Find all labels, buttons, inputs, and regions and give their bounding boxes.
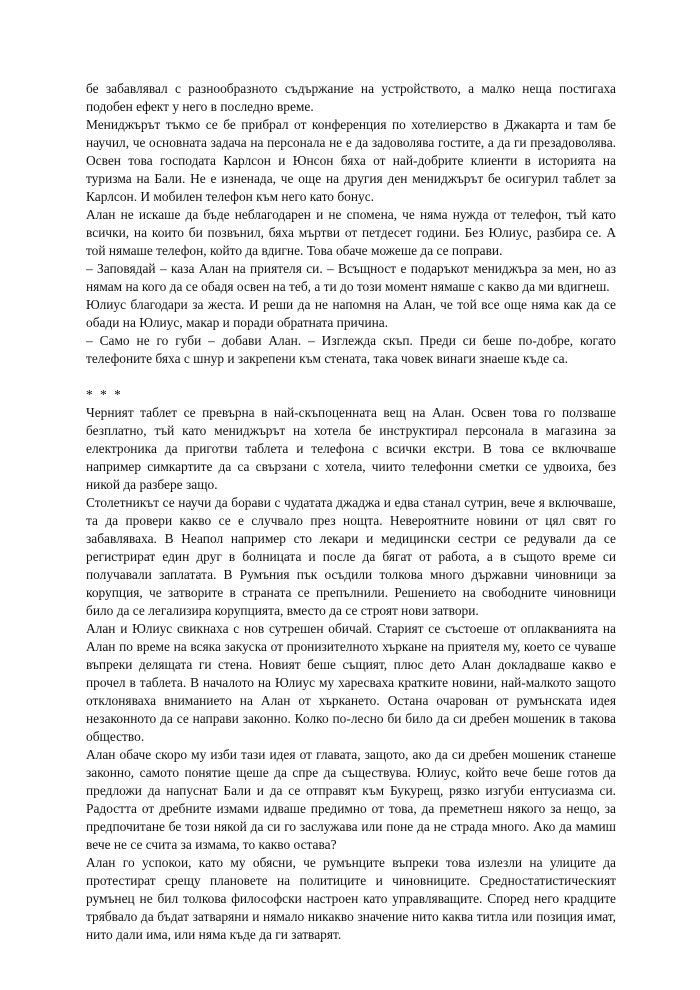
paragraph: – Заповядай – каза Алан на приятеля си. – Всъщност е подаръкот мениджъра за мен, но аз нямам на кого да се обадя освен на теб, а ти до този момент нямаше с какво да ми вдигнеш. bbox=[86, 261, 616, 294]
paragraph: Алан го успокои, като му обясни, че румънците въпреки това излезли на улиците да протестират срещу плановете на политиците и чиновниците. Средностатистическият румънец не бил толкова философски настроен като управляващите. Според него крадците трябвало да бъдат затваряни и нямало никакво значение нито каква титла или позиция имат, нито дали има, или няма къде да ги затварят. bbox=[86, 855, 616, 942]
blank-line bbox=[86, 368, 616, 386]
paragraph: Алан и Юлиус свикнаха с нов сутрешен обичай. Старият се състоеше от оплакванията на Алан по време на всяка закуска от пронизителното хъркане на приятеля му, което се чуваше въпреки делящата ги стена. Новият беше същият, плюс дето Алан докладваше какво е прочел в таблета. В началото на Юлиус му харесваха кратките новини, най-малкото защото отклоняваха вниманието на Алан от хъркането. Остана очарован от румънската идея незаконното да се направи законно. Колко по-лесно би било да си дребен мошеник в такова общество. bbox=[86, 621, 616, 744]
paragraph: Мениджърът тъкмо се бе прибрал от конференция по хотелиерство в Джакарта и там бе научил, че основната задача на персонала не е да задоволява гостите, а да ги презадоволява. Освен това господата Карлсон и Юнсон бяха от най-добрите клиенти в историята на туризма на Бали. Не е изненада, че още на другия ден мениджърът бе осигурил таблет за Карлсон. И мобилен телефон към него като бонус. bbox=[86, 117, 616, 204]
paragraph: Алан не искаше да бъде неблагодарен и не спомена, че няма нужда от телефон, тъй като всички, на които би позвънил, бяха мъртви от петдесет години. Без Юлиус, разбира се. А той нямаше телефон, който да вдигне. Това обаче можеше да се поправи. bbox=[86, 207, 616, 258]
paragraph: бе забавлявал с разнообразното съдържание на устройството, а малко неща постигаха подобен ефект у него в последно време. bbox=[86, 81, 616, 114]
document-page bbox=[86, 80, 616, 944]
section-separator: * * * bbox=[86, 387, 123, 402]
paragraph: Алан обаче скоро му изби тази идея от главата, защото, ако да си дребен мошеник станеше законно, самото понятие щеше да спре да съществува. Юлиус, който вече беше готов да предложи да напуснат Бали и да се отправят към Букурещ, рязко изгуби ентусиазма си. Радостта от дребните измами идваше предимно от това, да преметнеш някого за нещо, за предпочитане бе този някой да си го заслужава или поне да не страда много. Ако да мамиш вече не се счита за измама, то какво остава? bbox=[86, 747, 616, 852]
paragraph: – Само не го губи – добави Алан. – Изглежда скъп. Преди си беше по-добре, когато телефоните бяха с шнур и закрепени към стената, така човек винаги знаеше къде са. bbox=[86, 333, 616, 366]
paragraph: Юлиус благодари за жеста. И реши да не напомня на Алан, че той все още няма как да се обади на Юлиус, макар и поради обратната причина. bbox=[86, 297, 616, 330]
paragraph: Столетникът се научи да борави с чудатата джаджа и едва станал сутрин, вече я включваше, та да провери какво се е случвало през нощта. Невероятните новини от цял свят го забавляваха. В Неапол например сто лекари и медицински сестри се редували да се регистрират един друг в болницата и после да бягат от работа, а в същото време си получавали заплатата. В Румъния пък осъдили толкова много държавни чиновници за корупция, че затворите в страната се препълнили. Решението на свободните чиновници било да се легализира корупцията, вместо да се строят нови затвори. bbox=[86, 495, 616, 618]
paragraph: Черният таблет се превърна в най-скъпоценната вещ на Алан. Освен това го ползваше безплатно, тъй като мениджърът на хотела бе инструктирал персонала в магазина за електроника да приготви таблета и телефона с всички екстри. В това се включваше например симкартите да са свързани с хотела, чиито телефонни сметки се удвоиха, без никой да разбере защо. bbox=[86, 405, 616, 492]
